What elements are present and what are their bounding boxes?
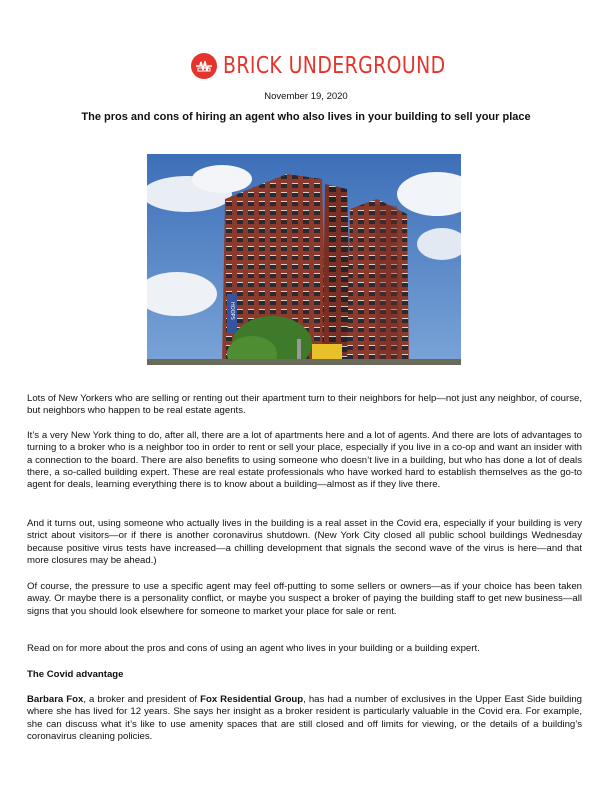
paragraph-6: [27, 694, 582, 743]
paragraph-3: And it turns out, using someone who actually lives in the building is a real asset in the Covid era, especially if your building is very strict about visitors—or if there is another coronavirus shutdown. (New York City closed all public school buildings Wednesday because positive virus tests have increased—a chilling development that signals the second wave of the virus is here—and that more closures may be ahead.): [27, 518, 582, 566]
paragraph-6-text-2: , has had a number of exclusives in the Upper East Side building where she has lived for 12 years. She says her insight as a broker resident is particularly valuable in the Covid era. For example, she can discuss what it’s like to use amenity spaces that are still closed and off limits for viewing, or the details of a building’s coronavirus cleaning policies.: [27, 694, 582, 742]
photo-sign-text: HOOPS: [229, 302, 235, 320]
company-name: Fox Residential Group: [200, 694, 304, 705]
section-subheading: The Covid advantage: [27, 669, 124, 680]
logo-text: BRICK UNDERGROUND: [223, 53, 446, 79]
paragraph-2: It’s a very New York thing to do, after all, there are a lot of apartments here and a lot of agents. And there are lots of advantages to turning to a broker who is a neighbor too in order to rent or sell your place, especially if you live in a co-op and want an insider with a connection to the board. There are also benefits to using someone who doesn’t live in a building, but who has done a lot of deals there, a so-called building expert. These are real estate professionals who have worked hard to establish themselves as the go-to agent for deals, learning everything there is to know about a building—almost as if they live there.: [27, 430, 582, 491]
building-photo: [147, 154, 461, 365]
article-date: November 19, 2020: [264, 91, 348, 102]
brand-logo: [191, 52, 494, 80]
paragraph-5: Read on for more about the pros and cons of using an agent who lives in your building or a building expert.: [27, 643, 480, 654]
brick-logo-icon: [191, 53, 217, 79]
person-name: Barbara Fox: [27, 694, 84, 705]
paragraph-1: Lots of New Yorkers who are selling or renting out their apartment turn to their neighbors for help—not just any neighbor, of course, but neighbors who happen to be real estate agents.: [27, 393, 582, 417]
paragraph-6-text-1: , a broker and president of: [83, 694, 201, 705]
paragraph-4: Of course, the pressure to use a specific agent may feel off-putting to some sellers or owners—as if your choice has been taken away. Or maybe there is a personality conflict, or maybe you suspect a broker of paying the building staff to get new business—all signs that you should look elsewhere for someone to market your place for sale or rent.: [27, 581, 582, 617]
article-title: The pros and cons of hiring an agent who also lives in your building to sell your place: [81, 111, 531, 123]
